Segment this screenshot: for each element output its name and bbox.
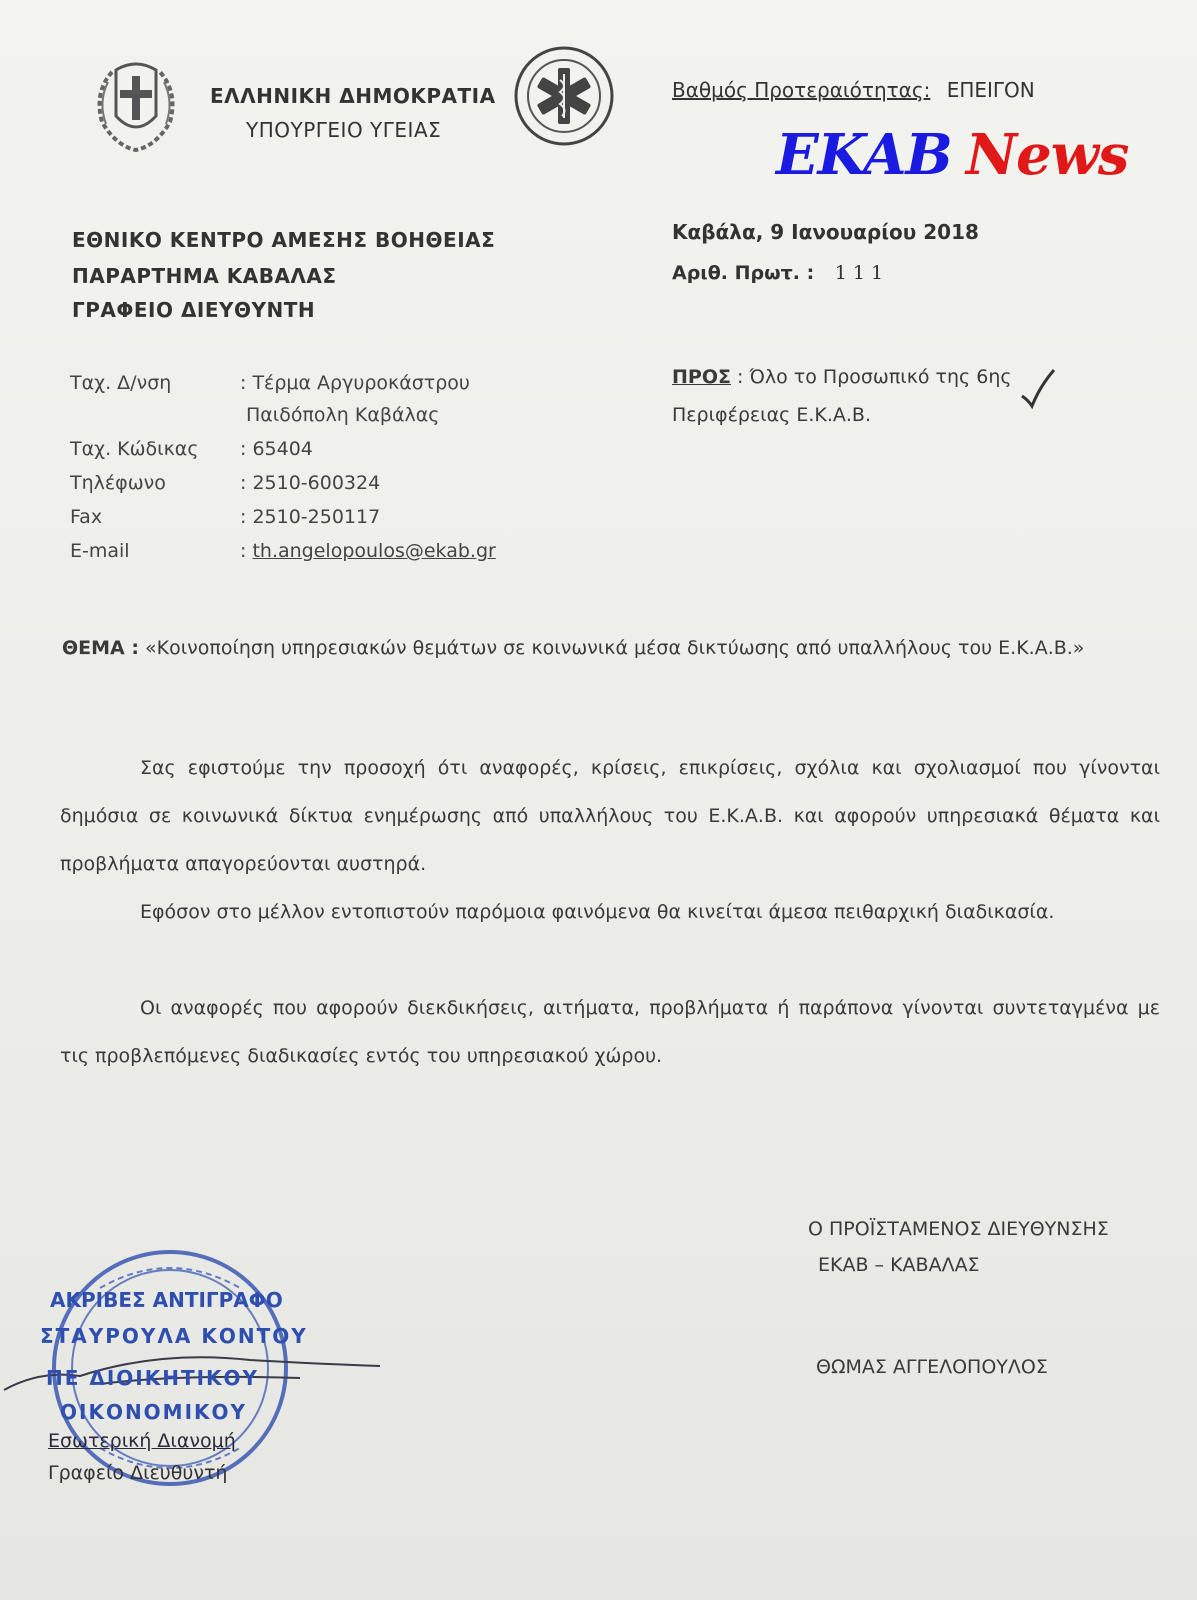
- stamp-line-5: Εσωτερική Διανομή: [48, 1430, 236, 1452]
- phone-label: Τηλέφωνο: [70, 472, 166, 494]
- republic-title: ΕΛΛΗΝΙΚΗ ΔΗΜΟΚΡΑΤΙΑ: [210, 84, 496, 108]
- sender-line-3: ΓΡΑΦΕΙΟ ΔΙΕΥΘΥΝΤΗ: [72, 298, 316, 322]
- ekab-logo-icon: [512, 44, 616, 148]
- phone-value: : 2510-600324: [240, 472, 381, 494]
- watermark-ekab: EKAB: [776, 122, 952, 188]
- subject-text: «Κοινοποίηση υπηρεσιακών θεμάτων σε κοινωνικά μέσα δικτύωσης από υπαλλήλους του Ε.Κ.Α.Β.»: [145, 637, 1085, 659]
- priority-row: [672, 78, 1035, 102]
- subject-block: [62, 630, 1162, 666]
- stamp-line-1: ΑΚΡΙΒΕΣ ΑΝΤΙΓΡΑΦΟ: [50, 1288, 283, 1312]
- body-paragraph-2: Εφόσον στο μέλλον εντοπιστούν παρόμοια φαινόμενα θα κινείται άμεσα πειθαρχική διαδικασία.: [140, 901, 1055, 923]
- address-label: Ταχ. Δ/νση: [70, 372, 172, 394]
- subject-label: ΘΕΜΑ :: [62, 637, 139, 659]
- protocol-number: 111: [834, 262, 890, 284]
- stamp-line-6: Γραφείο Διευθυντή: [48, 1462, 228, 1484]
- email-row: [240, 540, 496, 562]
- sender-line-2: ΠΑΡΑΡΤΗΜΑ ΚΑΒΑΛΑΣ: [72, 264, 337, 288]
- body-paragraph-1: Σας εφιστούμε την προσοχή ότι αναφορές, κρίσεις, επικρίσεις, σχόλια και σχολιασμοί που γίνονται δημόσια σε κοινωνικά δίκτυα ενημέρωσης από υπαλλήλους του Ε.Κ.Α.Β. και αφορούν υπηρεσιακά θέματα και προβλήματα απαγορεύονται αυστηρά.: [60, 757, 1160, 875]
- sender-line-1: ΕΘΝΙΚΟ ΚΕΝΤΡΟ ΑΜΕΣΗΣ ΒΟΗΘΕΙΑΣ: [72, 228, 496, 252]
- letter-date: Καβάλα, 9 Ιανουαρίου 2018: [672, 220, 979, 244]
- body-paragraph-3: Οι αναφορές που αφορούν διεκδικήσεις, αιτήματα, προβλήματα ή παράπονα γίνονται συντεταγμένα με τις προβλεπόμενες διαδικασίες εντός του υπηρεσιακού χώρου.: [60, 997, 1160, 1067]
- checkmark-icon: [1018, 366, 1058, 412]
- signature-title-2: ΕΚΑΒ – ΚΑΒΑΛΑΣ: [818, 1254, 980, 1276]
- signature-name: ΘΩΜΑΣ ΑΓΓΕΛΟΠΟΥΛΟΣ: [816, 1356, 1048, 1378]
- signature-title-1: Ο ΠΡΟΪΣΤΑΜΕΝΟΣ ΔΙΕΥΘΥΝΣΗΣ: [808, 1218, 1109, 1240]
- address-line-1: : Τέρμα Αργυροκάστρου: [240, 372, 470, 394]
- greek-coat-of-arms-icon: [86, 52, 186, 156]
- priority-value: ΕΠΕΙΓΟΝ: [946, 78, 1035, 102]
- fax-label: Fax: [70, 506, 103, 528]
- protocol-row: [672, 262, 889, 284]
- email-link[interactable]: th.angelopoulos@ekab.gr: [252, 540, 496, 562]
- email-colon: :: [240, 540, 247, 562]
- address-line-2: Παιδόπολη Καβάλας: [246, 404, 440, 426]
- protocol-label: Αριθ. Πρωτ. :: [672, 262, 815, 284]
- recipient-label: ΠΡΟΣ: [672, 366, 731, 388]
- stamp-line-4: ΟΙΚΟΝΟΜΙΚΟΥ: [60, 1400, 248, 1424]
- stamp-line-3: ΠΕ ΔΙΟΙΚΗΤΙΚΟΥ: [46, 1366, 260, 1390]
- zip-label: Ταχ. Κώδικας: [70, 438, 199, 460]
- ekab-news-watermark: [776, 122, 1128, 188]
- recipient-line-1: : Όλο το Προσωπικό της 6ης: [737, 366, 1012, 388]
- zip-value: : 65404: [240, 438, 313, 460]
- stamp-line-2: ΣΤΑΥΡΟΥΛΑ ΚΟΝΤΟΥ: [40, 1324, 308, 1348]
- fax-value: : 2510-250117: [240, 506, 381, 528]
- recipient-line-2: Περιφέρειας Ε.Κ.Α.Β.: [672, 404, 871, 426]
- watermark-news: News: [965, 122, 1129, 188]
- recipient-row: [672, 366, 1012, 388]
- ministry-title: ΥΠΟΥΡΓΕΙΟ ΥΓΕΙΑΣ: [246, 118, 442, 142]
- priority-label: Βαθμός Προτεραιότητας:: [672, 78, 931, 102]
- email-label: E-mail: [70, 540, 130, 562]
